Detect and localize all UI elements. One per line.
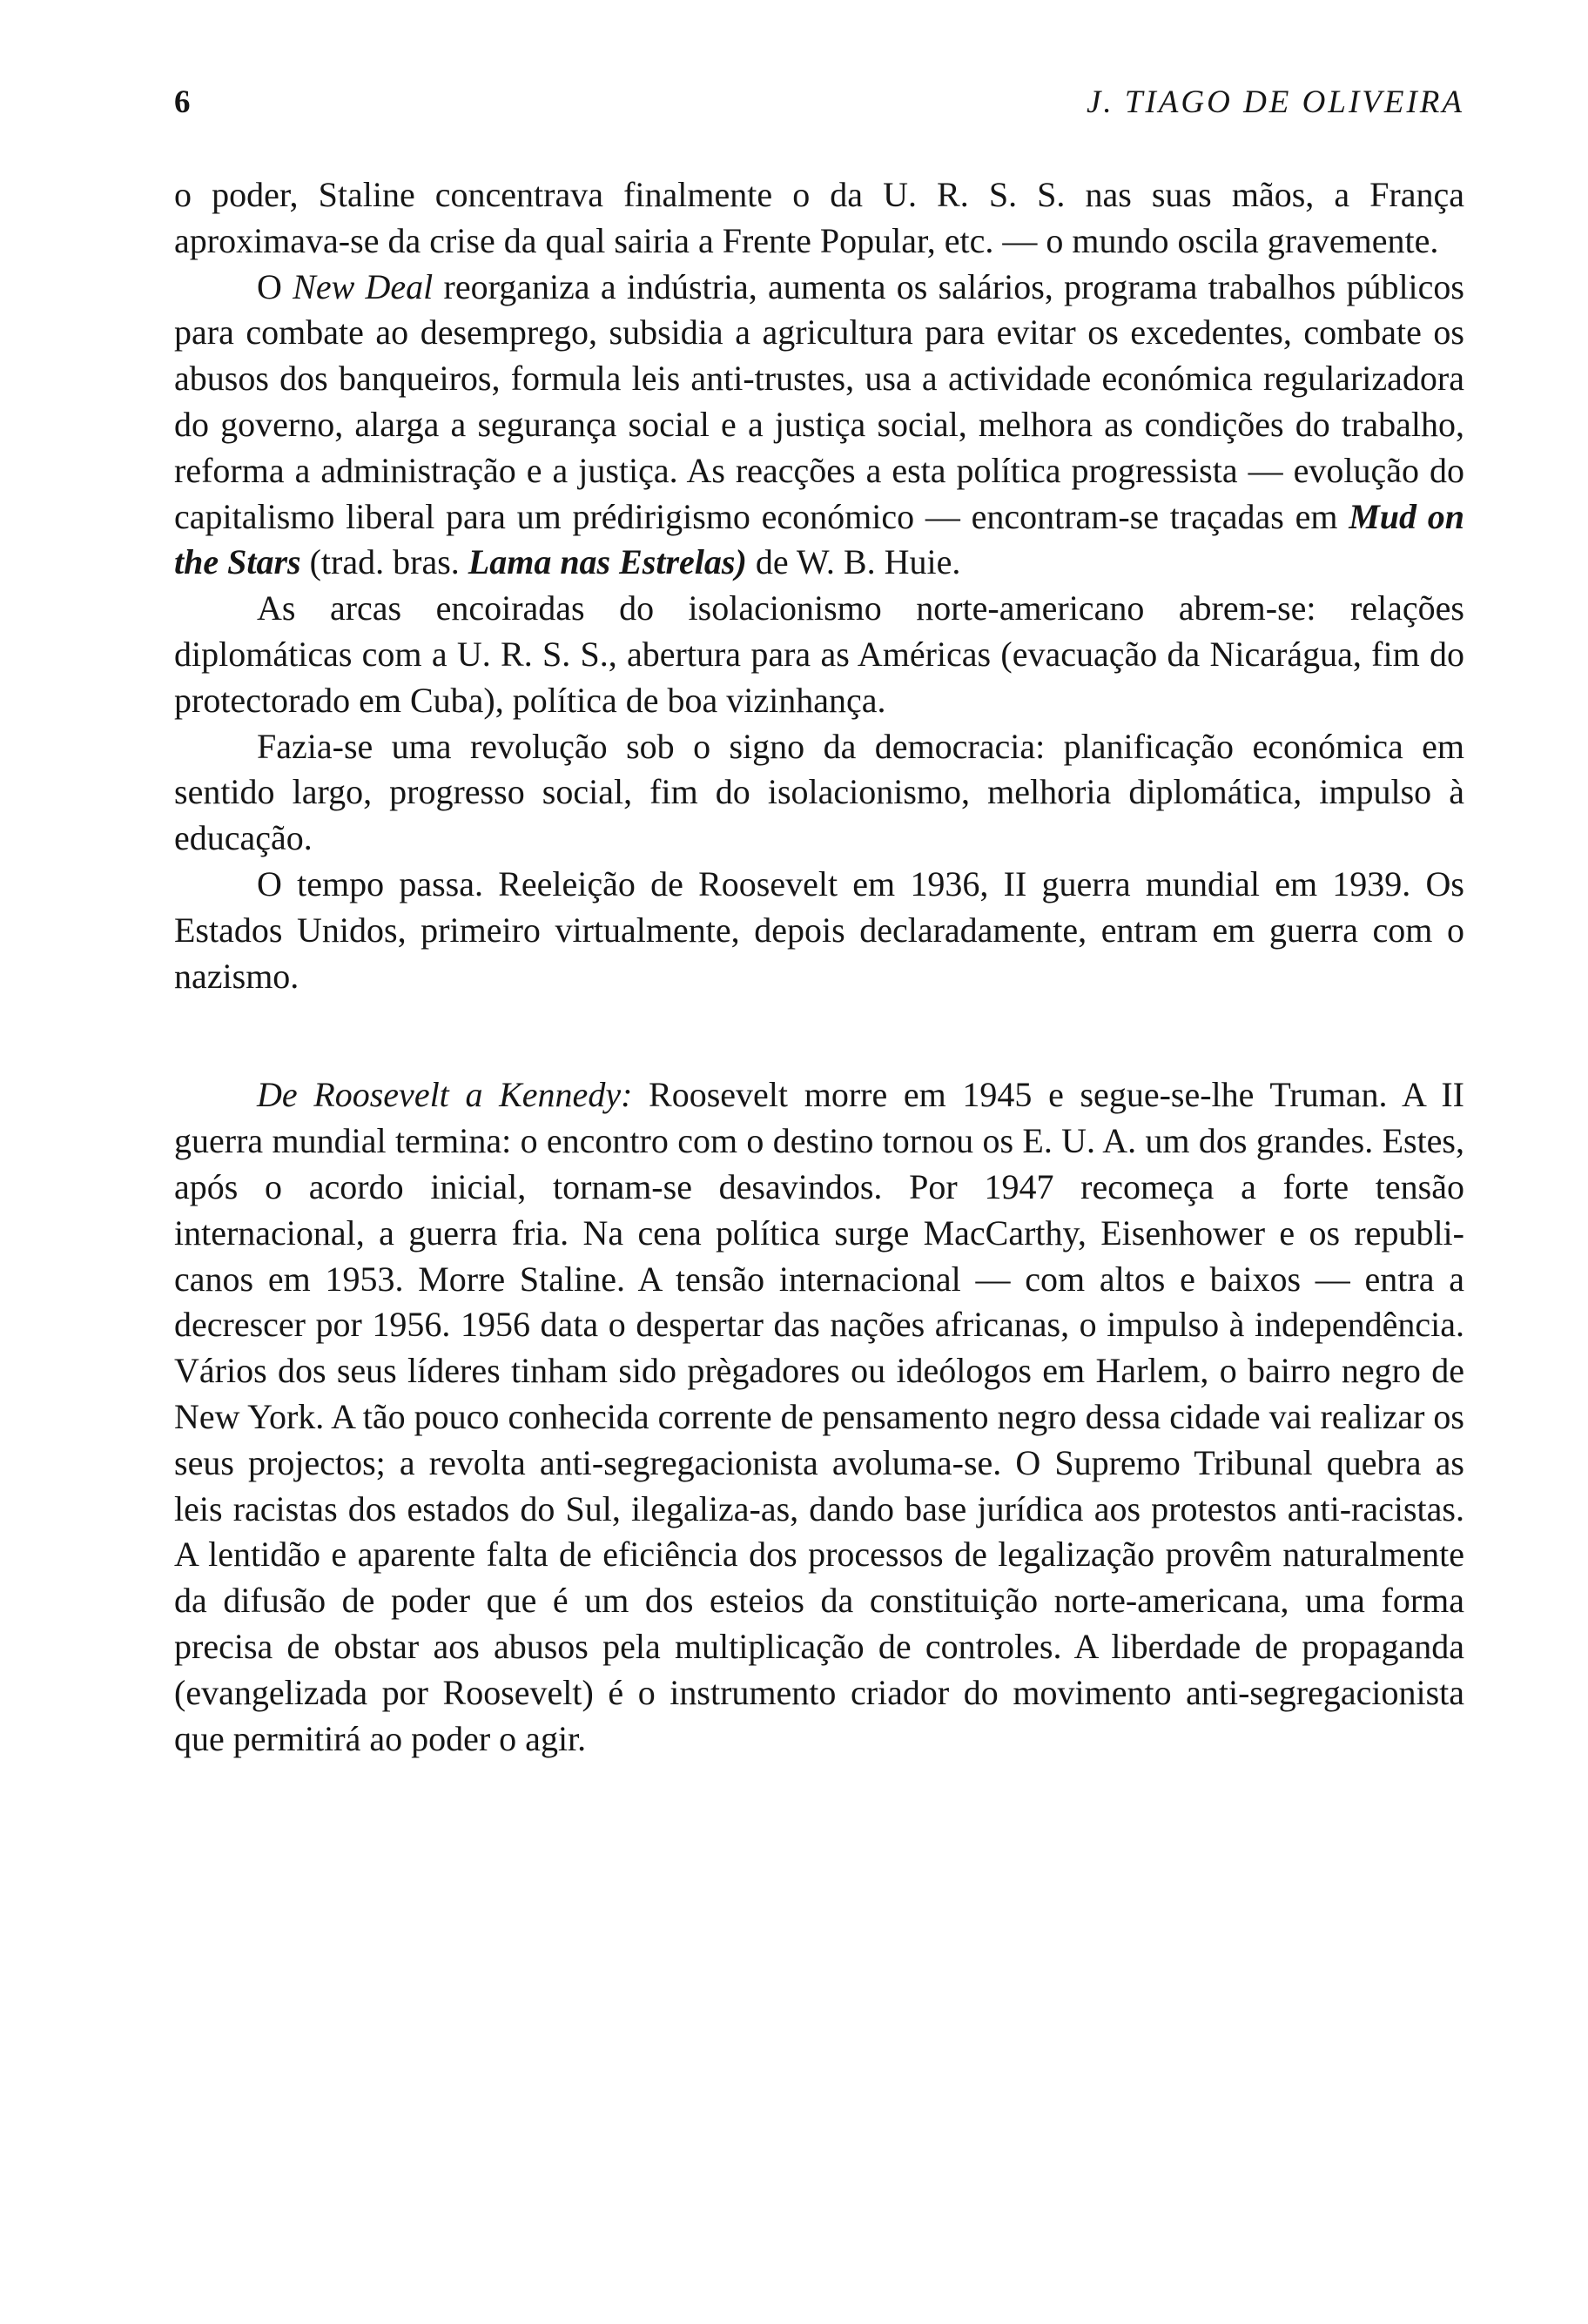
page-number: 6: [174, 84, 191, 120]
paragraph-lead: O: [257, 266, 293, 306]
body-text: [174, 172, 1464, 1762]
paragraph-roosevelt-kennedy: [174, 1072, 1464, 1762]
paragraph-new-deal: [174, 265, 1464, 587]
page-header: [174, 84, 1464, 136]
running-head: J. TIAGO DE OLIVEIRA: [1086, 84, 1464, 120]
paragraph-revolution: Fazia-se uma revolução sob o signo da democracia: planificação económica em sentido largo, progresso social, fim do isolacionismo, melhoria diplomática, impulso à educação.: [174, 726, 1464, 858]
paragraph-isolationism: As arcas encoiradas do isolacionismo norte-americano abrem-se: relações diplomáticas com a U. R. S. S., abertura para as Américas (evacuação da Nicarágua, fim do protectorado em Cuba), política de boa vizinhança.: [174, 588, 1464, 720]
paragraph-text-mid: (trad. bras.: [300, 542, 468, 582]
paragraph-text: reorganiza a indústria, aumenta os salários, programa trabalhos públicos para combate ao desemprego, subsidia a agricultura para evitar os excedentes, combate os abusos dos banqueiros, formula leis anti-trustes, usa a actividade económica regularizadora do governo, alarga a segurança social e a justiça social, melhora as condições do trabalho, reforma a administração e a justiça. As reacções a esta política progressista — evolução do capitalismo liberal para um prédirigismo económico — encontram-se traçadas em: [174, 266, 1464, 536]
new-deal-term: New Deal: [293, 266, 434, 306]
section-title: De Roosevelt a Kennedy:: [257, 1075, 633, 1115]
paragraph-text-tail: de W. B. Huie.: [746, 542, 961, 582]
book-title-translation: Lama nas Estrelas): [468, 542, 747, 582]
paragraph-continued: o poder, Staline concentrava finalmente o da U. R. S. S. nas suas mãos, a França aproximava-se da crise da qual sairia a Frente Popular, etc. — o mundo oscila gravemente.: [174, 175, 1464, 260]
paragraph-text: Roosevelt morre em 1945 e segue-se-lhe Truman. A II guerra mundial termina: o encontro com o destino tornou os E. U. A. um dos grandes. Estes, após o acordo inicial, tornam-se desavindos. Por 1947 recomeça a forte tensão internacional, a guerra fria. Na cena política surge MacCarthy, Eisenhower e os republicanos em 1953. Morre Staline. A tensão internacional — com altos e baixos — entra a decrescer por 1956. 1956 data o despertar das nações africanas, o impulso à independência. Vários dos seus líderes tinham sido prègadores ou ideólogos em Harlem, o bairro negro de New York. A tão pouco conhecida corrente de pensamento negro dessa cidade vai realizar os seus projectos; a revolta anti-segregacionista avoluma-se. O Supremo Tribunal quebra as leis racistas dos estados do Sul, ilegaliza-as, dando base jurídica aos protestos anti-racistas. A lentidão e aparente falta de eficiência dos processos de legalização provêm naturalmente da difusão de poder que é um dos esteios da constituição norte-americana, uma forma precisa de obstar aos abusos pela multiplicação de controles. A liberdade de propaganda (evangelizada por Roosevelt) é o instrumento criador do movimento anti-segregacionista que permitirá ao poder o agir.: [174, 1075, 1464, 1758]
paragraph-time-passes: O tempo passa. Reeleição de Roosevelt em 1936, II guerra mundial em 1939. Os Estados Unidos, primeiro virtualmente, depois declaradamente, entram em guerra com o nazismo.: [174, 863, 1464, 996]
book-title: Mud on the Stars: [174, 496, 1464, 582]
